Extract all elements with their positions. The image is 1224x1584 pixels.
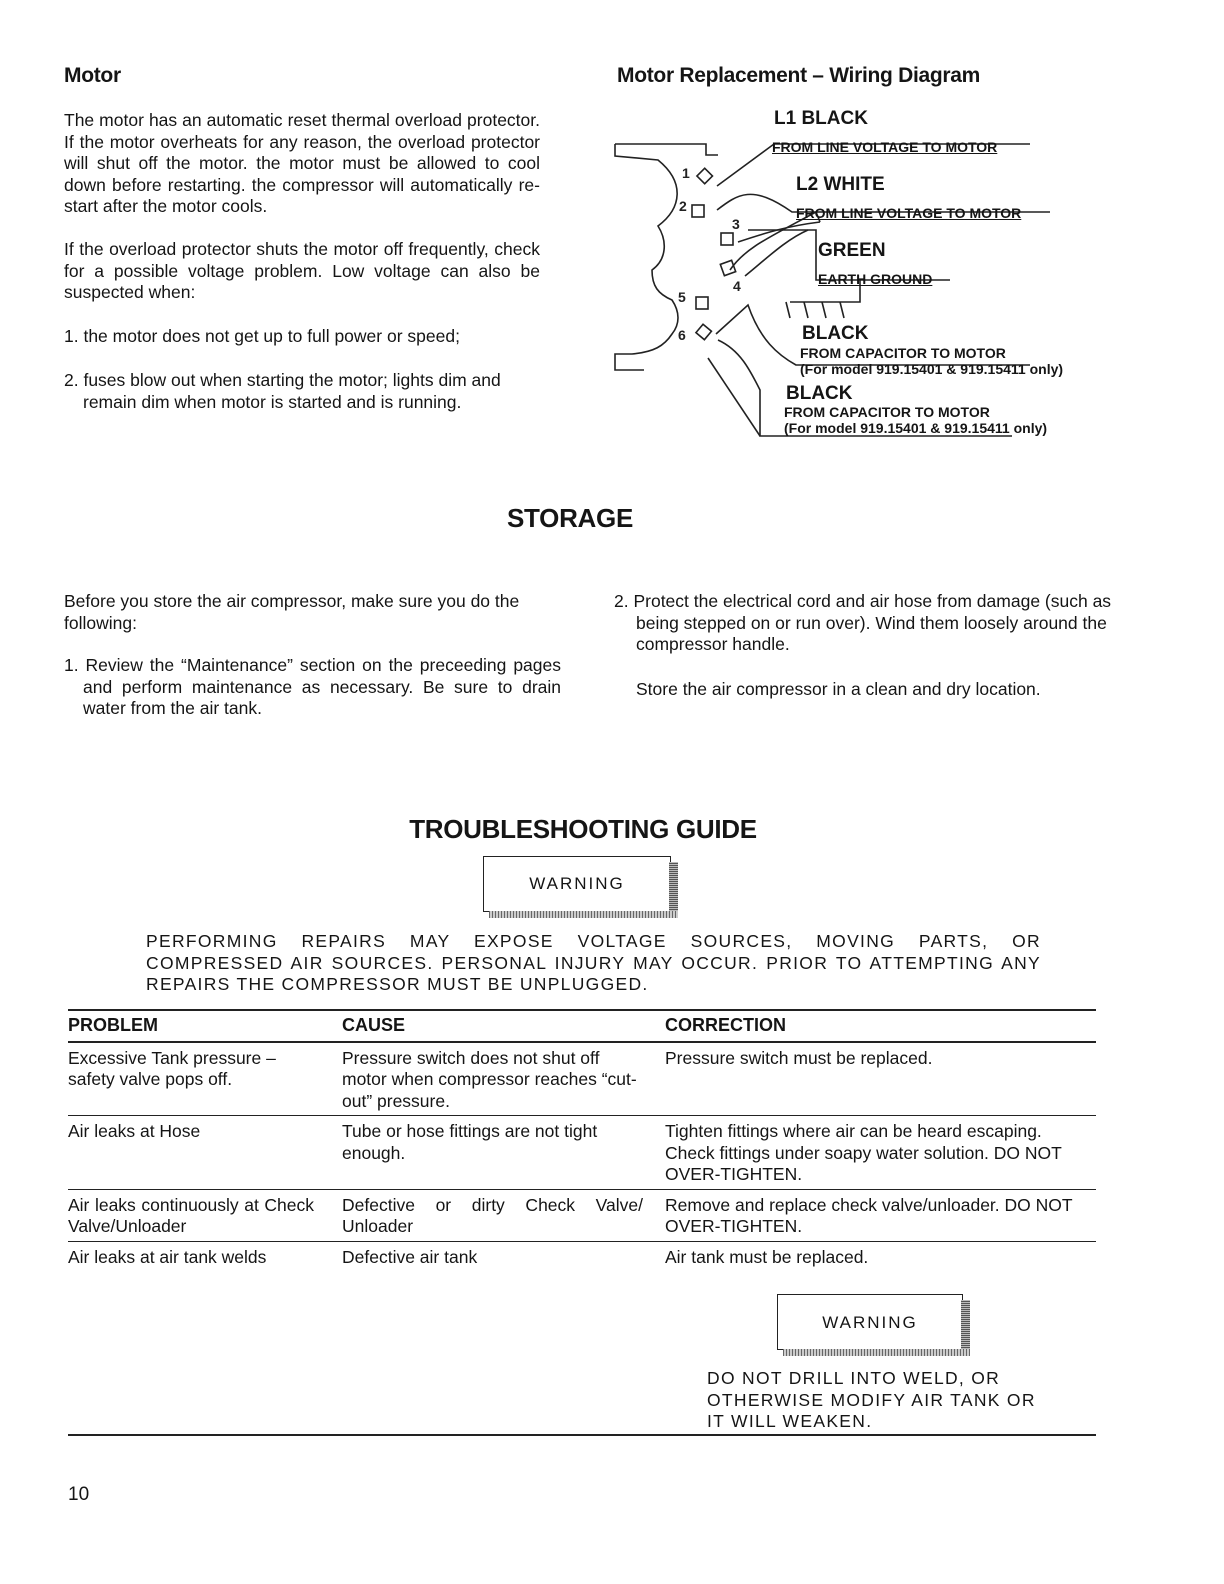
l1-sub: FROM LINE VOLTAGE TO MOTOR <box>772 139 998 155</box>
storage-item-1: 1. Review the “Maintenance” section on the preceeding pages and perform maintenance as necessary. Be sure to drain water from the air tank. <box>64 655 561 718</box>
black1-sub1: FROM CAPACITOR TO MOTOR <box>800 345 1006 361</box>
cause-cell: Defective or dirty Check Valve/ Unloader <box>342 1194 643 1236</box>
table-row <box>68 1116 1096 1190</box>
terminal-2-label: 2 <box>679 198 687 214</box>
warning-box-2 <box>777 1294 963 1350</box>
cause-cell: Defective air tank <box>342 1246 478 1267</box>
page-number: 10 <box>68 1484 90 1505</box>
green-label: GREEN <box>818 240 886 261</box>
warning-box-shadow-bottom <box>489 911 678 918</box>
problem-cell: Air leaks at air tank welds <box>68 1246 267 1267</box>
troubleshooting-heading: TROUBLESHOOTING GUIDE <box>409 814 757 844</box>
problem-cell: Air leaks continuously at Check Valve/Unloader <box>68 1194 314 1236</box>
storage-heading: STORAGE <box>507 503 633 533</box>
l1-label: L1 BLACK <box>774 108 868 129</box>
troubleshooting-table <box>68 1012 1096 1271</box>
terminal-4-label: 4 <box>733 278 741 294</box>
warning-label: WARNING <box>529 874 625 893</box>
correction-cell: Pressure switch must be replaced. <box>665 1047 933 1068</box>
warning-text: PERFORMING REPAIRS MAY EXPOSE VOLTAGE SOURCES, MOVING PARTS, OR COMPRESSED AIR SOURCES. PERSONAL INJURY MAY OCCUR. PRIOR TO ATTEMPTING ANY REPAIRS THE COMPRESSOR MUST BE UNPLUGGED. <box>146 931 1041 994</box>
black2-sub1: FROM CAPACITOR TO MOTOR <box>784 404 990 420</box>
warning-text-2: DO NOT DRILL INTO WELD, OR OTHERWISE MODIFY AIR TANK OR IT WILL WEAKEN. <box>707 1368 1036 1431</box>
terminal-6-label: 6 <box>678 327 686 343</box>
motor-heading: Motor <box>64 64 121 87</box>
motor-item-1: 1. the motor does not get up to full power or speed; <box>64 326 460 346</box>
wiring-heading: Motor Replacement – Wiring Diagram <box>617 64 981 87</box>
correction-cell: Remove and replace check valve/unloader. DO NOT OVER-TIGHTEN. <box>665 1194 1073 1236</box>
green-sub: EARTH GROUND <box>818 271 933 287</box>
table-row <box>68 1042 1096 1116</box>
warning-label-2: WARNING <box>822 1313 918 1332</box>
correction-cell: Air tank must be replaced. <box>665 1246 869 1267</box>
black1-label: BLACK <box>802 323 869 344</box>
warning-box <box>483 856 671 912</box>
black1-sub2: (For model 919.15401 & 919.15411 only) <box>800 361 1064 377</box>
l2-sub: FROM LINE VOLTAGE TO MOTOR <box>796 205 1022 221</box>
warning-box-shadow-right <box>669 862 678 918</box>
motor-item-2: 2. fuses blow out when starting the motor; lights dim and remain dim when motor is started and is running. <box>64 370 501 412</box>
storage-final: Store the air compressor in a clean and dry location. <box>636 679 1041 699</box>
motor-para-2: If the overload protector shuts the motor off frequently, check for a possible voltage problem. Low voltage can also be suspected when: <box>64 239 540 302</box>
l2-label: L2 WHITE <box>796 174 885 195</box>
column-header-cause: CAUSE <box>342 1015 406 1035</box>
table-row <box>68 1241 1096 1271</box>
warning-box-2-shadow-right <box>961 1300 970 1356</box>
black2-sub2: (For model 919.15401 & 919.15411 only) <box>784 420 1048 436</box>
cause-cell: Pressure switch does not shut off motor when compressor reaches “cut-out” pressure. <box>342 1047 637 1111</box>
cause-cell: Tube or hose fittings are not tight enough. <box>342 1121 598 1163</box>
terminal-3-label: 3 <box>732 216 740 232</box>
warning-box-2-shadow-bottom <box>783 1349 970 1356</box>
storage-intro: Before you store the air compressor, make sure you do the following: <box>64 591 520 633</box>
table-top-rule <box>68 1009 1096 1011</box>
table-bottom-rule <box>68 1434 1096 1436</box>
column-header-correction: CORRECTION <box>665 1015 786 1035</box>
terminal-5-label: 5 <box>678 289 686 305</box>
correction-cell: Tighten fittings where air can be heard escaping. Check fittings under soapy water solution. DO NOT OVER-TIGHTEN. <box>665 1121 1062 1184</box>
motor-para-1: The motor has an automatic reset thermal overload protector. If the motor overheats for any reason, the overload protector will shut off the motor. the motor must be allowed to cool down before restarting. the compressor will automatically re-start after the motor cools. <box>64 110 540 216</box>
problem-cell: Air leaks at Hose <box>68 1121 201 1141</box>
black2-label: BLACK <box>786 383 853 404</box>
terminal-1-label: 1 <box>682 165 690 181</box>
table-row <box>68 1189 1096 1241</box>
problem-cell: Excessive Tank pressure – safety valve pops off. <box>68 1047 276 1089</box>
storage-item-2: 2. Protect the electrical cord and air hose from damage (such as being stepped on or run over). Wind them loosely around the compressor handle. <box>614 591 1112 654</box>
column-header-problem: PROBLEM <box>68 1015 158 1035</box>
